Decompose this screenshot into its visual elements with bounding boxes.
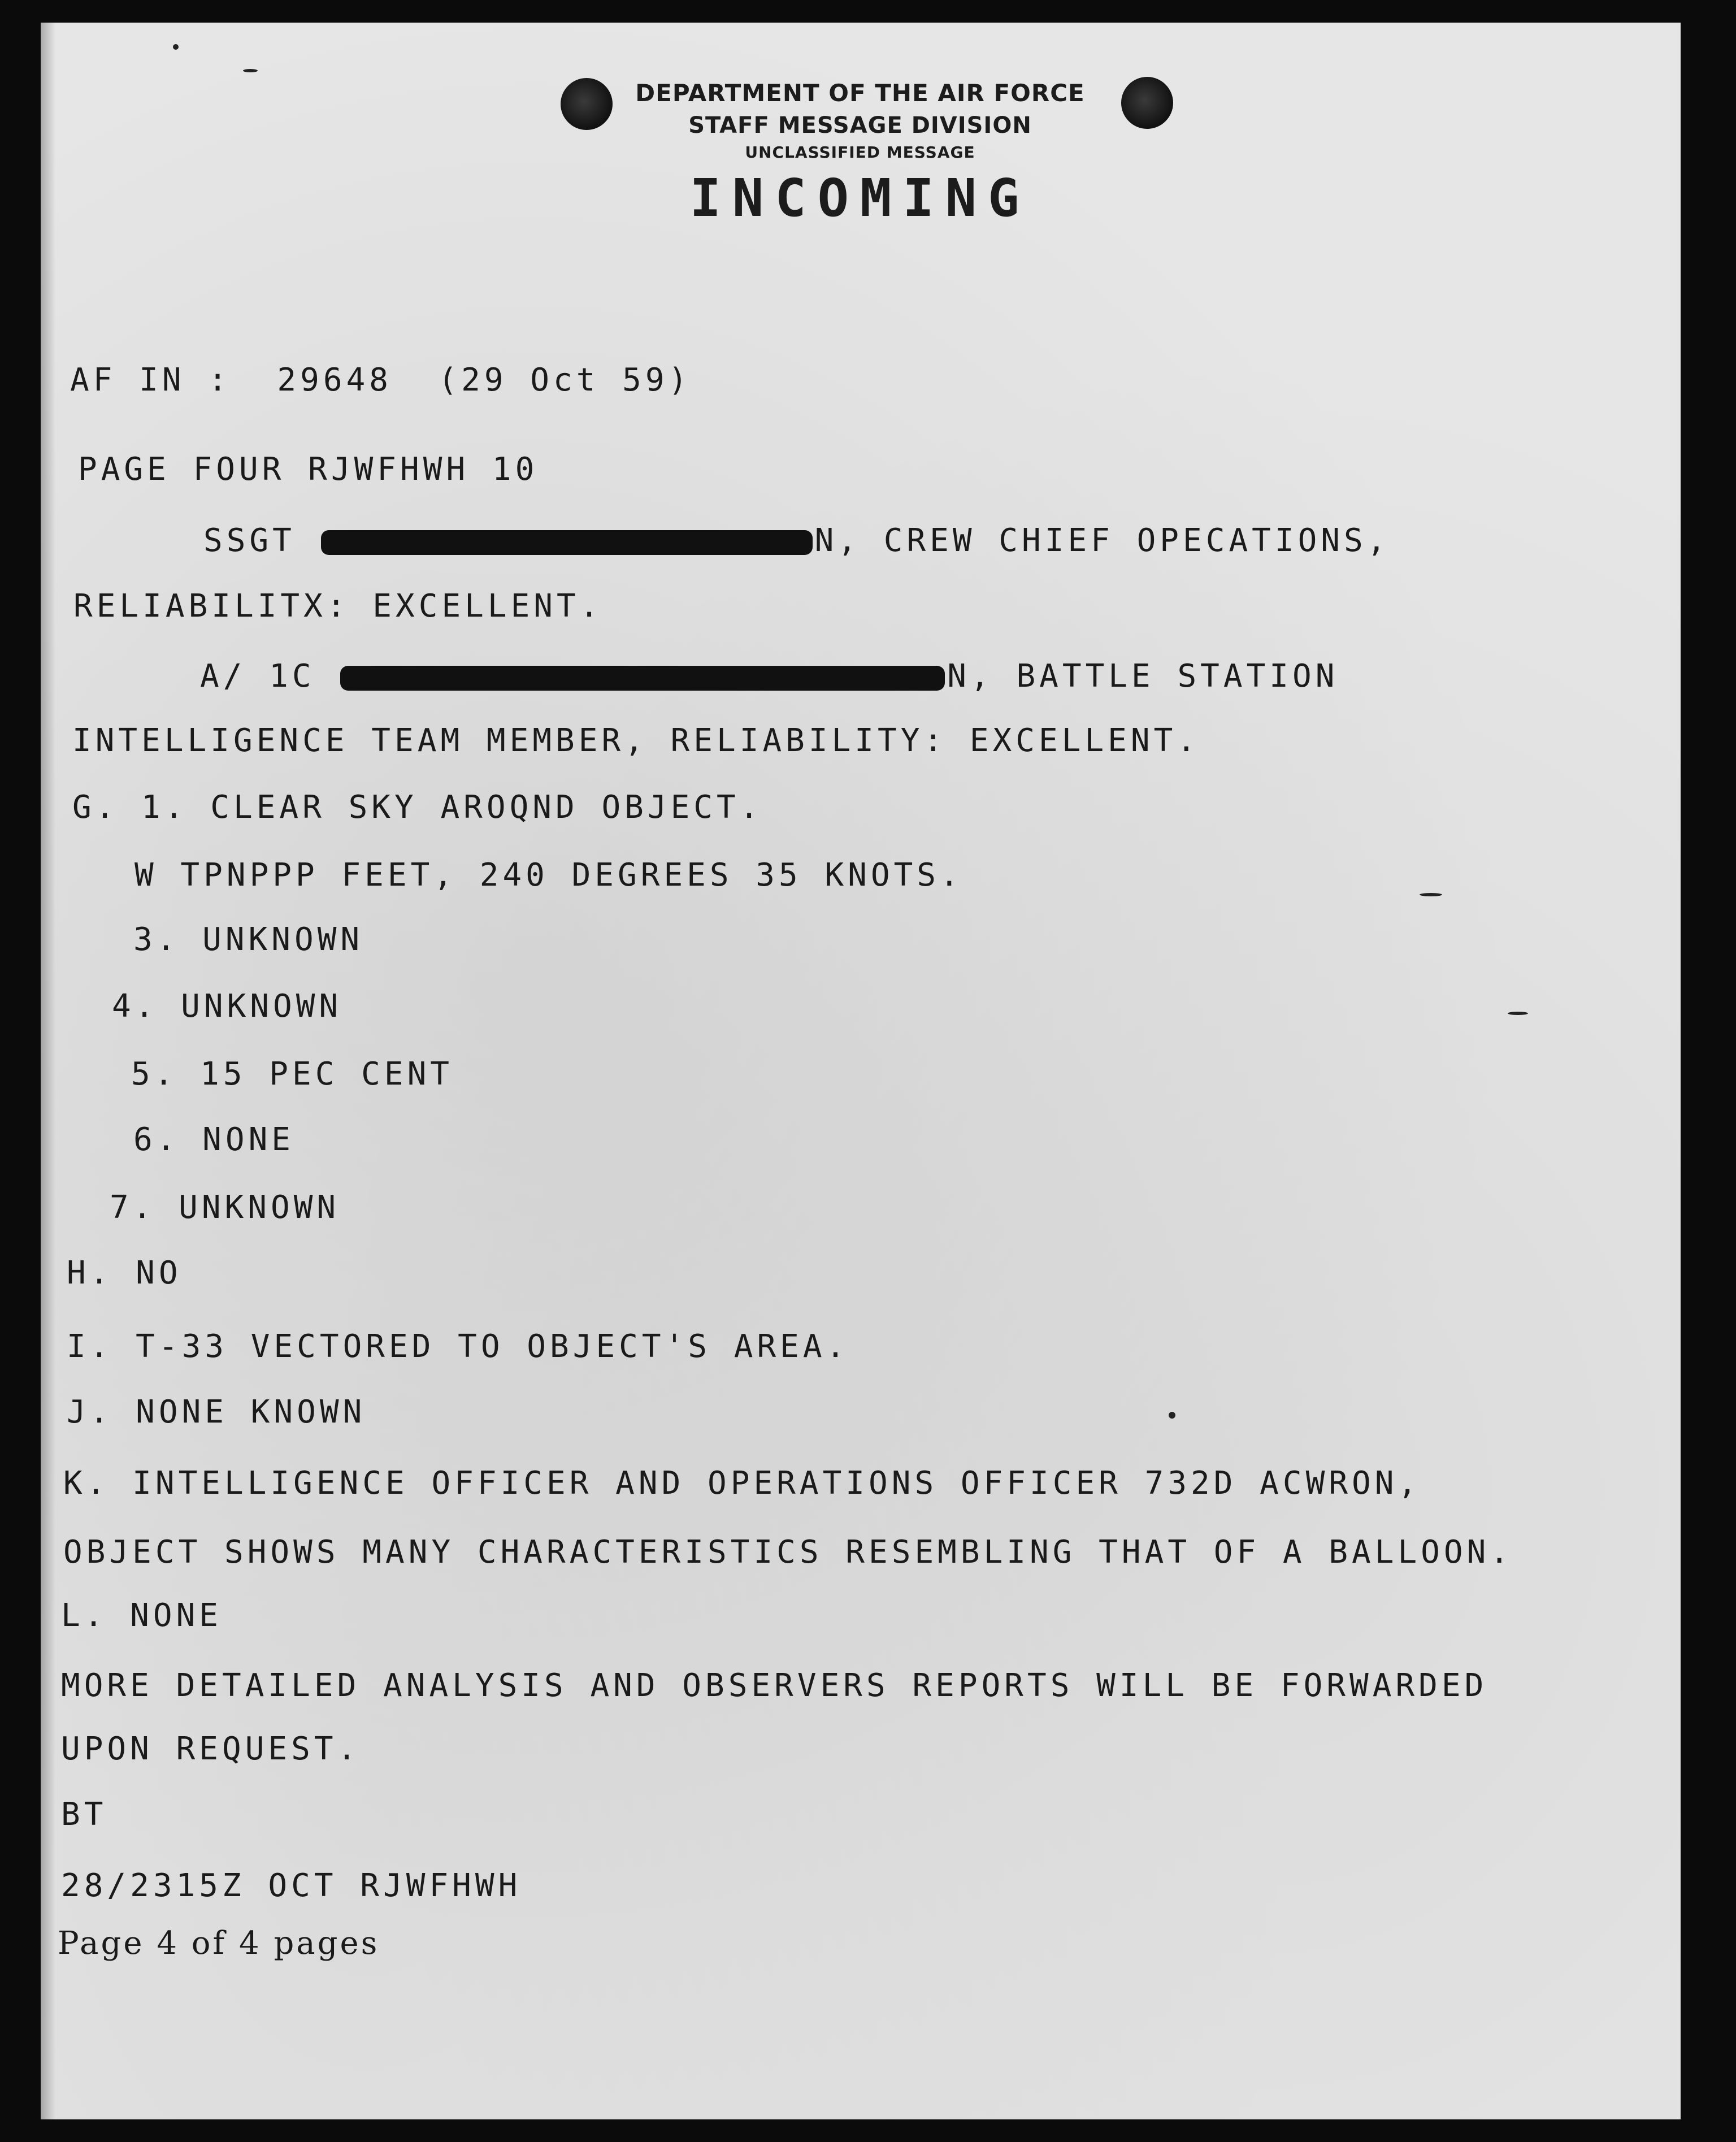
speck-mark (173, 44, 179, 50)
item-g5: 5. 15 PEC CENT (131, 1056, 454, 1092)
closing-line-1: MORE DETAILED ANALYSIS AND OBSERVERS REPORTS WILL BE FORWARDED (61, 1667, 1488, 1704)
document-page (41, 23, 1681, 2119)
item-l: L. NONE (61, 1597, 223, 1634)
division-title: STAFF MESSAGE DIVISION (688, 112, 1032, 138)
redaction-bar (321, 530, 813, 555)
page-count: Page 4 of 4 pages (58, 1925, 380, 1962)
classification-label: UNCLASSIFIED MESSAGE (745, 143, 975, 162)
a1c-line (200, 657, 1338, 696)
item-j: J. NONE KNOWN (67, 1394, 366, 1430)
closing-line-2: UPON REQUEST. (61, 1731, 361, 1767)
intelligence-line: INTELLIGENCE TEAM MEMBER, RELIABILITY: EXCELLENT. (72, 722, 1200, 759)
item-g6: 6. NONE (133, 1121, 295, 1158)
ssgt-rank: SSGT (203, 522, 296, 559)
speck-mark (1169, 1412, 1175, 1419)
punch-hole-icon (1121, 77, 1173, 129)
item-g1: G. 1. CLEAR SKY AROQND OBJECT. (72, 789, 763, 826)
item-g3: 3. UNKNOWN (133, 921, 364, 958)
item-i: I. T-33 VECTORED TO OBJECT'S AREA. (67, 1328, 849, 1365)
ssgt-duty: N, CREW CHIEF OPECATIONS, (814, 522, 1390, 559)
department-title: DEPARTMENT OF THE AIR FORCE (635, 79, 1085, 107)
message-type-stamp: INCOMING (689, 168, 1031, 228)
reliability-line: RELIABILITX: EXCELLENT. (73, 588, 603, 625)
date-time-group: 28/2315Z OCT RJWFHWH (61, 1867, 522, 1904)
item-g2: W TPNPPP FEET, 240 DEGREES 35 KNOTS. (134, 857, 963, 894)
speck-mark (243, 69, 258, 72)
break-marker: BT (61, 1796, 107, 1833)
speck-mark (1508, 1012, 1528, 1015)
af-in-line: AF IN : 29648 (29 Oct 59) (70, 362, 692, 398)
item-h: H. NO (67, 1255, 182, 1291)
redaction-bar (340, 666, 945, 691)
message-header (606, 77, 1114, 229)
item-g7: 7. UNKNOWN (110, 1189, 340, 1226)
item-k: K. INTELLIGENCE OFFICER AND OPERATIONS OFFICER 732D ACWRON, (63, 1465, 1421, 1502)
page-edge-shadow (41, 23, 55, 2119)
a1c-duty: N, BATTLE STATION (947, 658, 1339, 695)
a1c-rank: A/ 1C (200, 658, 315, 695)
punch-hole-icon (561, 78, 613, 130)
ssgt-line (203, 521, 1390, 561)
item-g4: 4. UNKNOWN (112, 988, 342, 1025)
page-reference: PAGE FOUR RJWFHWH 10 (78, 451, 539, 488)
item-k-continued: OBJECT SHOWS MANY CHARACTERISTICS RESEMBLING THAT OF A BALLOON. (63, 1534, 1513, 1571)
speck-mark (1420, 893, 1442, 896)
